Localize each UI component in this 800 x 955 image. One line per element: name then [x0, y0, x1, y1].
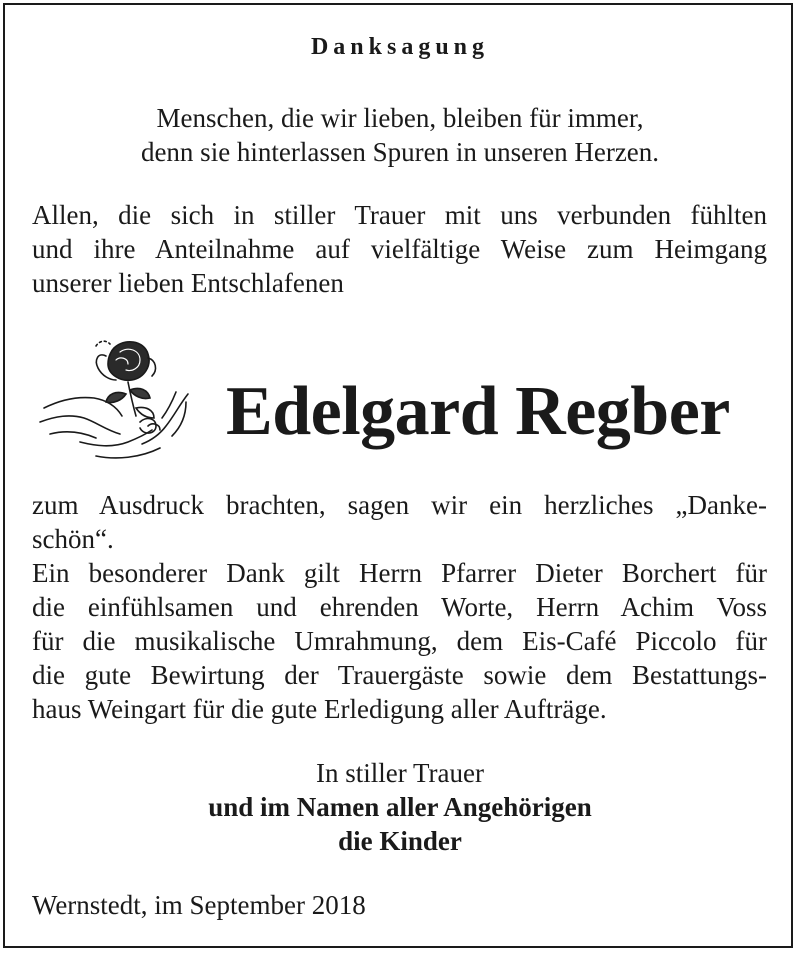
notice-heading: Danksagung [310, 34, 490, 60]
signature-line-1: In stiller Trauer [316, 758, 484, 788]
body-line-6: die gute Bewirtung der Trauergäste sowie dem Bestattungs- [32, 660, 767, 690]
body-line-4: die einfühlsamen und ehrenden Worte, Herrn Achim Voss [32, 592, 767, 622]
body-line-3: Ein besonderer Dank gilt Herrn Pfarrer Dieter Borchert für [32, 558, 767, 588]
body-line-5: für die musikalische Umrahmung, dem Eis-Café Piccolo für [32, 626, 767, 656]
body-line-7: haus Weingart für die gute Erledigung aller Aufträge. [32, 694, 607, 724]
rose-in-hands-icon [36, 330, 196, 470]
place-date: Wernstedt, im September 2018 [32, 890, 366, 920]
motto-line-2: denn sie hinterlassen Spuren in unseren Herzen. [140, 137, 660, 167]
deceased-name: Edelgard Regber [226, 373, 730, 450]
signature-line-3: die Kinder [338, 826, 462, 856]
intro-line-2: und ihre Anteilnahme auf vielfältige Weise zum Heimgang [32, 234, 767, 264]
intro-line-3: unserer lieben Entschlafenen [32, 268, 344, 298]
motto-line-1: Menschen, die wir lieben, bleiben für immer, [156, 103, 644, 133]
body-line-2: schön“. [32, 524, 114, 554]
body-line-1: zum Ausdruck brachten, sagen wir ein herzliches „Danke- [32, 490, 767, 520]
intro-line-1: Allen, die sich in stiller Trauer mit uns verbunden fühlten [32, 200, 767, 230]
signature-line-2: und im Namen aller Angehörigen [208, 792, 592, 822]
